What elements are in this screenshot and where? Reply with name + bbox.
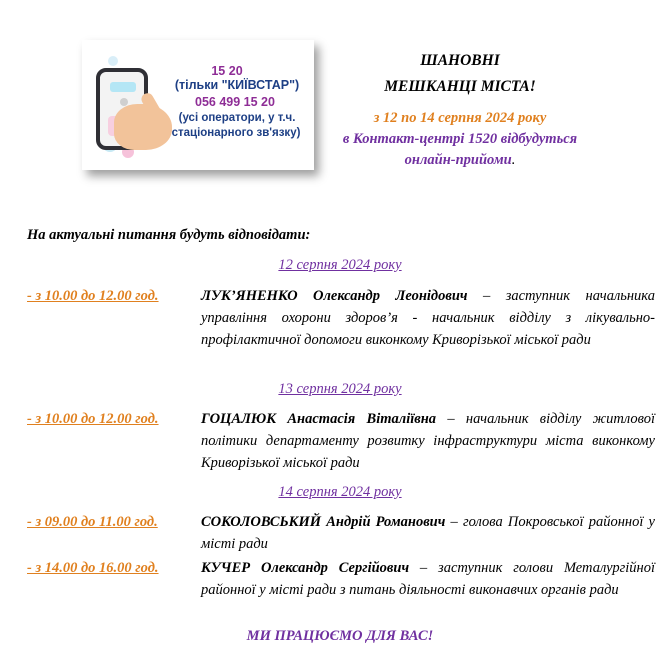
closing-slogan: МИ ПРАЦЮЄМО ДЛЯ ВАС! [246, 628, 434, 644]
official-entry [201, 285, 655, 351]
headline-line-2: МЕШКАНЦІ МІСТА! [384, 78, 536, 95]
decor-circle [108, 56, 118, 66]
official-name: ЛУК’ЯНЕНКО Олександр Леонідович [201, 288, 468, 304]
official-role: – начальник відділу житлової політики департаменту розвитку інфраструктури міста виконкому Криворізької міської ради [201, 411, 655, 471]
official-entry [201, 557, 655, 601]
banner-long-number: 056 499 15 20 [195, 95, 275, 109]
official-name: ГОЦАЛЮК Анастасія Віталіївна [201, 411, 437, 427]
headline-online-end: . [511, 152, 516, 168]
official-role: – заступник голови Металургійної районної у місті ради з питань діяльності виконавчих органів ради [201, 560, 655, 598]
official-role: – голова Покровської районної у місті ради [201, 514, 655, 552]
time-slot: - з 10.00 до 12.00 год. [27, 288, 159, 304]
official-role: – заступник начальника управління охорони здоров’я - начальник відділу з лікувально-профілактичної допомоги виконкому Криворізької міської ради [201, 288, 655, 348]
hotline-banner [82, 40, 314, 170]
official-entry [201, 408, 655, 474]
headline-online-text: онлайн-прийоми [404, 152, 512, 168]
time-slot: - з 10.00 до 12.00 год. [27, 411, 159, 427]
intro-text: На актуальні питання будуть відповідати: [27, 227, 311, 243]
headline-dates: з 12 по 14 серпня 2024 року [373, 110, 547, 126]
banner-long-note-1: (усі оператори, у т.ч. [178, 112, 296, 124]
banner-long-note-2: стаціонарного зв'язку) [171, 127, 301, 139]
time-slot: - з 14.00 до 16.00 год. [27, 560, 159, 576]
day-heading: 13 серпня 2024 року [278, 381, 402, 397]
banner-short-note: (тільки "КИЇВСТАР") [174, 78, 300, 92]
headline-line-1: ШАНОВНІ [420, 52, 500, 69]
day-heading: 14 серпня 2024 року [278, 484, 402, 500]
time-slot: - з 09.00 до 11.00 год. [27, 514, 158, 530]
headline-online [325, 152, 595, 169]
headline-contact-center: в Контакт-центрі 1520 відбудуться [342, 131, 578, 147]
banner-short-number: 15 20 [211, 64, 243, 78]
official-name: СОКОЛОВСЬКИЙ Андрій Романович [201, 514, 446, 530]
official-name: КУЧЕР Олександр Сергійович [201, 560, 410, 576]
day-heading: 12 серпня 2024 року [278, 257, 402, 273]
official-entry [201, 511, 655, 555]
